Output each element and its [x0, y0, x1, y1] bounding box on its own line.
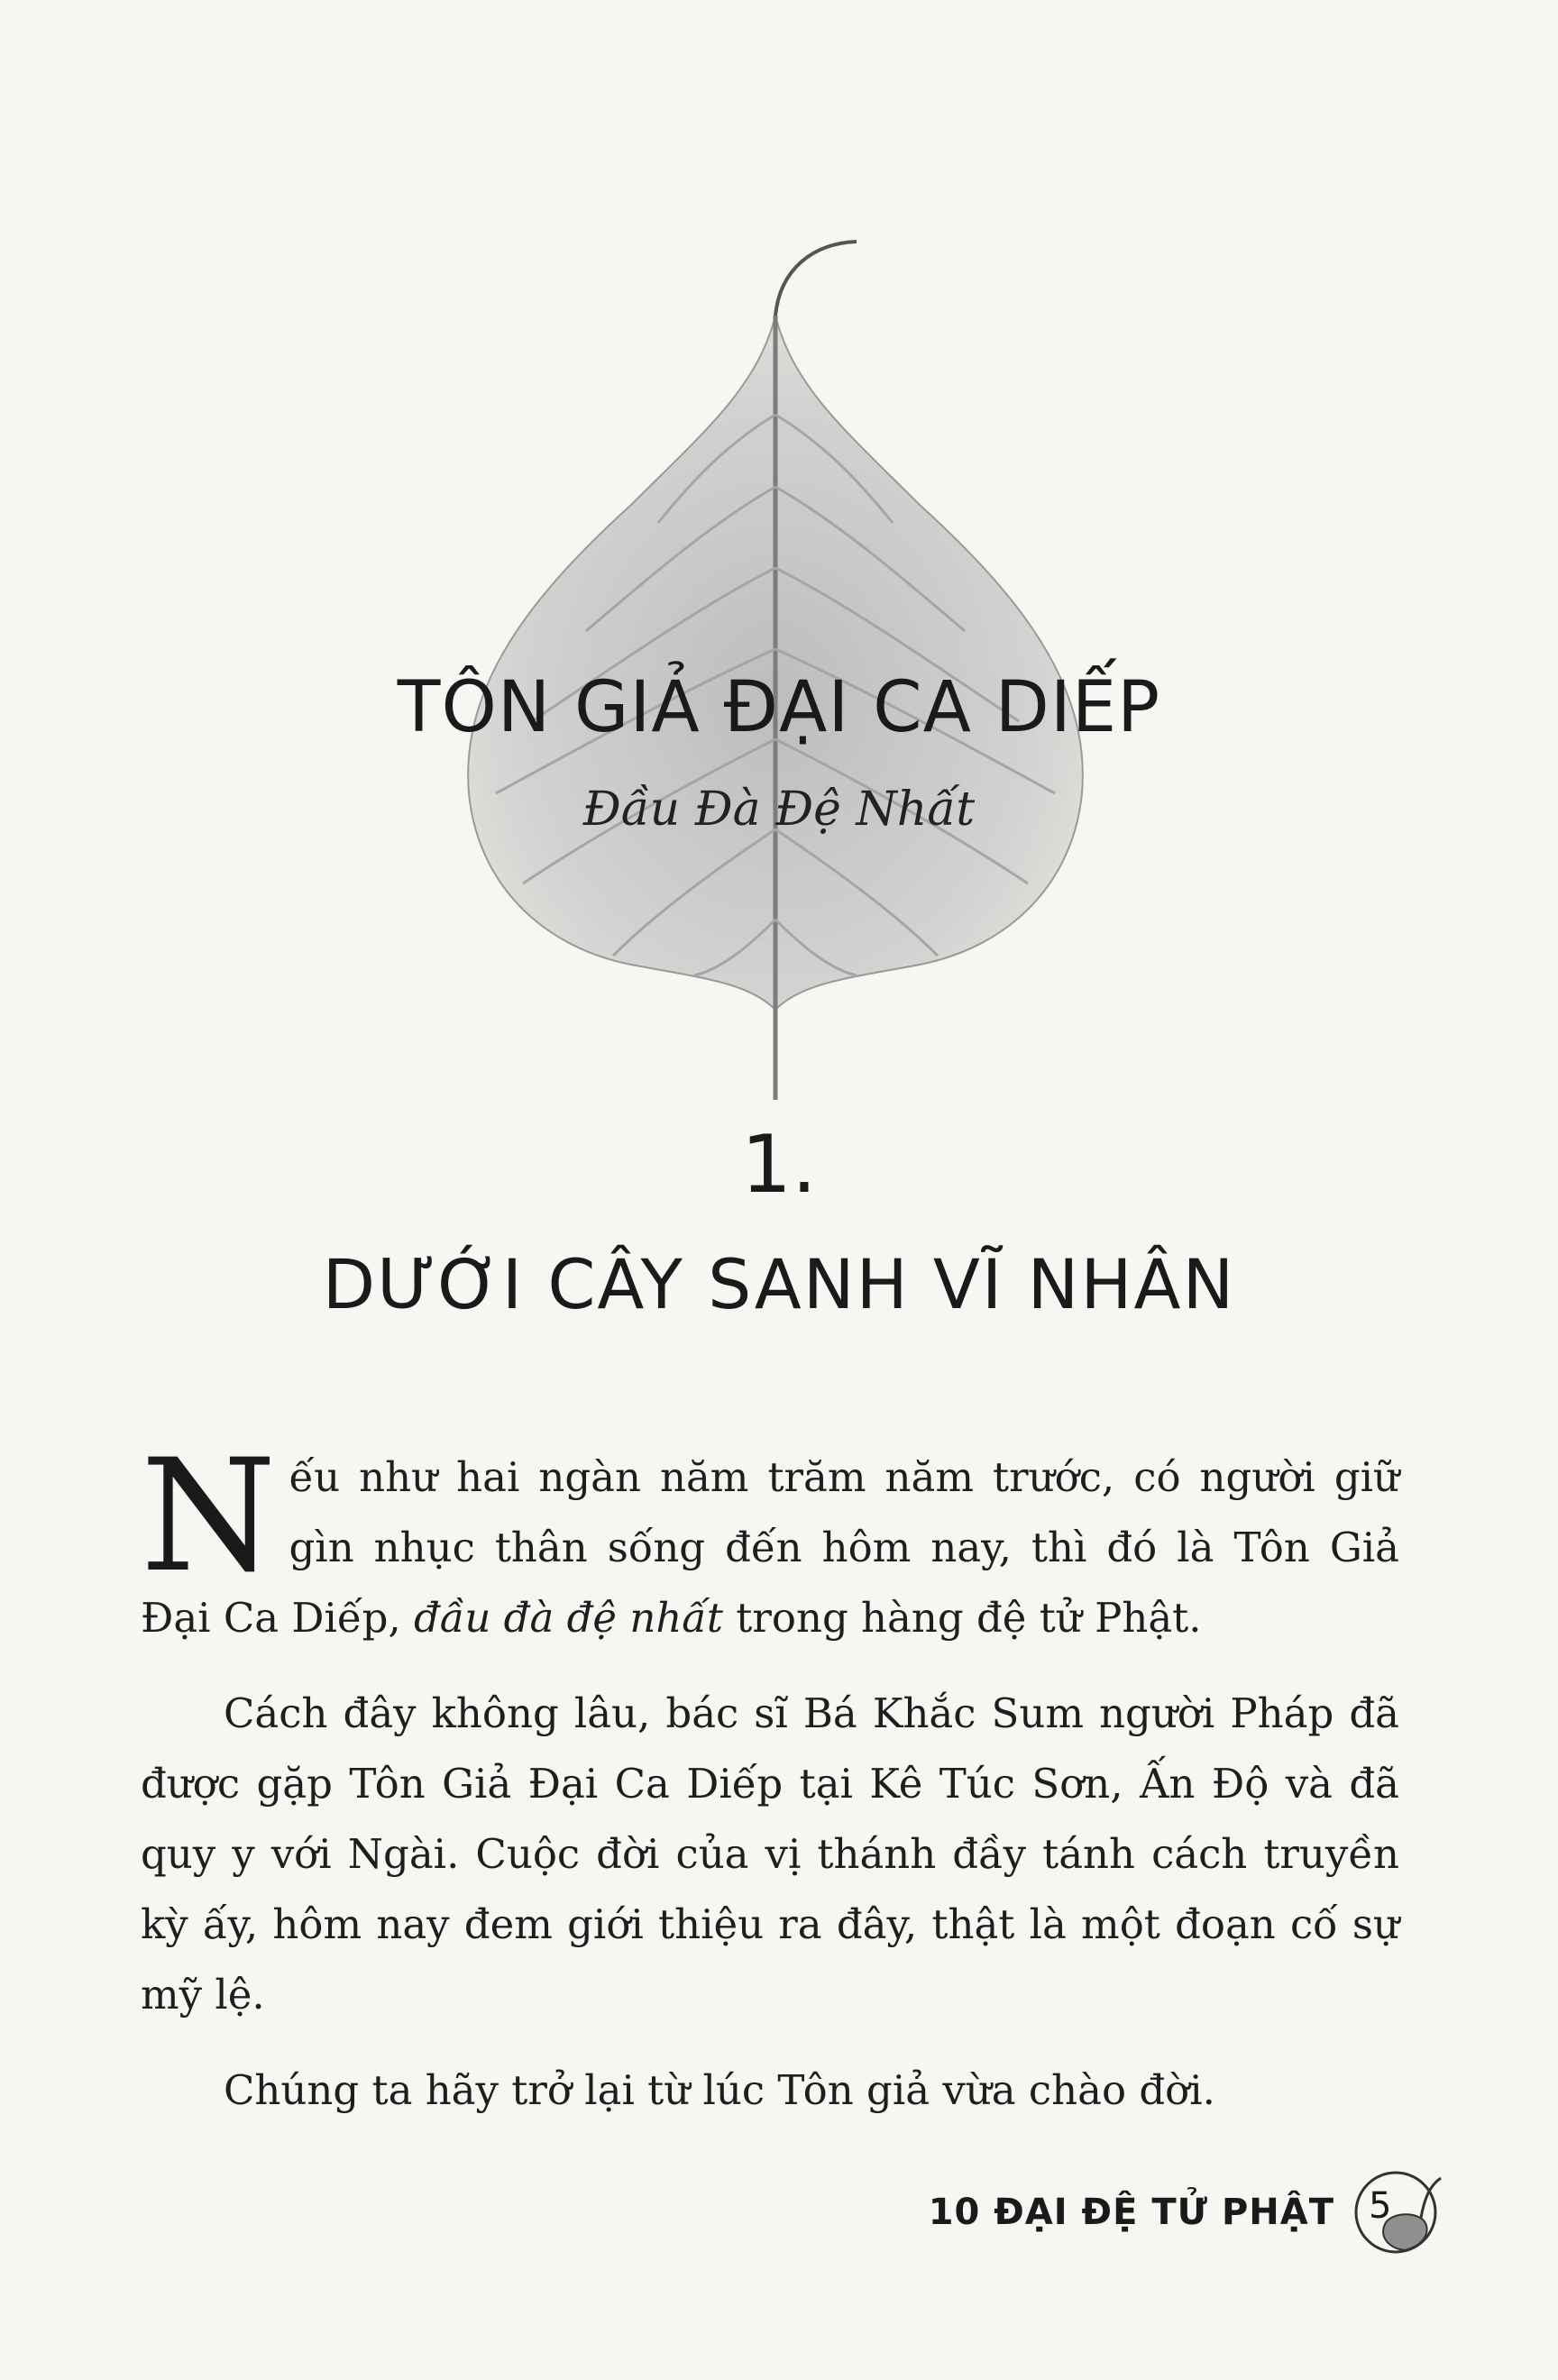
- paragraph-1: [141, 1425, 1399, 1653]
- body-text: [141, 1425, 1399, 2151]
- chapter-subtitle: Đầu Đà Đệ Nhất: [582, 783, 976, 837]
- paragraph-1-emphasis: đầu đà đệ nhất: [413, 1594, 723, 1642]
- paragraph-1-text-a: ếu như hai ngàn năm trăm năm trước, có người giữ gìn nhục thân sống đến hôm nay, thì đó là Tôn Giả Đại Ca Diếp,: [141, 1453, 1399, 1642]
- paragraph-2: Cách đây không lâu, bác sĩ Bá Khắc Sum người Pháp đã được gặp Tôn Giả Đại Ca Diếp tại Kê Túc Sơn, Ấn Độ và đã quy y với Ngài. Cuộc đời của vị thánh đầy tánh cách truyền kỳ ấy, hôm nay đem giới thiệu ra đây, thật là một đoạn cố sự mỹ lệ.: [141, 1689, 1399, 2018]
- section-title: DƯỚI CÂY SANH VĨ NHÂN: [322, 1244, 1236, 1324]
- page-number: 5: [1369, 2185, 1392, 2227]
- drop-cap: N: [141, 1425, 277, 1606]
- bodhi-leaf-icon: [1351, 2162, 1452, 2263]
- chapter-title: TÔN GIẢ ĐẠI CA DIẾP: [397, 667, 1161, 748]
- paragraph-1-text-b: trong hàng đệ tử Phật.: [722, 1594, 1202, 1642]
- page-footer: [929, 2162, 1452, 2263]
- running-footer-title: 10 ĐẠI ĐỆ TỬ PHẬT: [928, 2192, 1334, 2233]
- paragraph-3: Chúng ta hãy trở lại từ lúc Tôn giả vừa chào đời.: [224, 2066, 1215, 2114]
- page-badge: [1351, 2162, 1452, 2263]
- section-number: 1.: [741, 1118, 817, 1211]
